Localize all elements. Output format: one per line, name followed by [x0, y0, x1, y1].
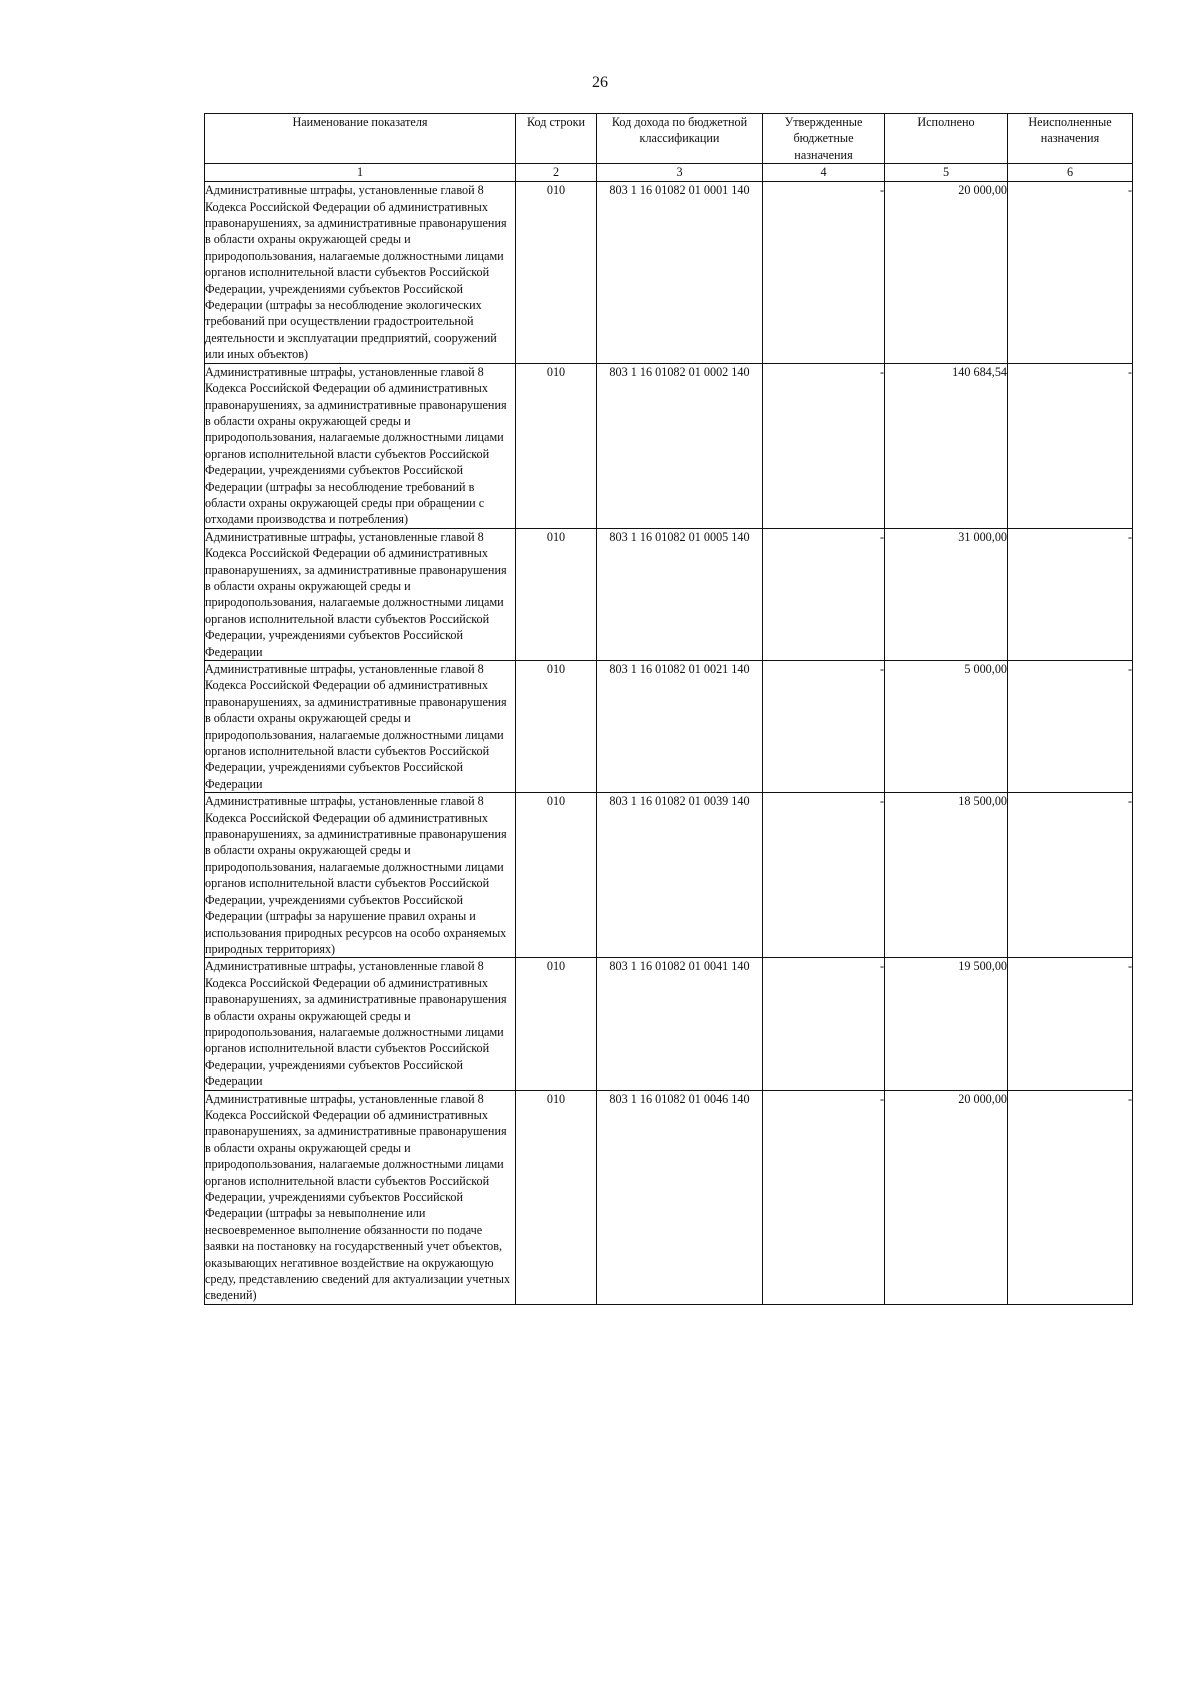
- column-number: 3: [597, 164, 763, 182]
- table-row: [205, 958, 1133, 1090]
- executed-value: 5 000,00: [885, 661, 1008, 793]
- indicator-name: Административные штрафы, установленные главой 8 Кодекса Российской Федерации об административных правонарушениях, за административные правонарушения в области охраны окружающей среды и природопользования, налагаемые должностными лицами органов исполнительной власти субъектов Российской Федерации, учреждениями субъектов Российской Федерации (штрафы за невыполнение или несвоевременное выполнение обязанности по подаче заявки на постановку на государственный учет объектов, оказывающих негативное воздействие на окружающую среду, представлению сведений для актуализации учетных сведений): [205, 1090, 516, 1304]
- income-code: 803 1 16 01082 01 0041 140: [597, 958, 763, 1090]
- unexecuted-value: -: [1008, 958, 1133, 1090]
- row-code: 010: [516, 182, 597, 363]
- income-code: 803 1 16 01082 01 0039 140: [597, 793, 763, 958]
- header-indicator-name: Наименование показателя: [205, 114, 516, 164]
- column-number: 2: [516, 164, 597, 182]
- column-number: 6: [1008, 164, 1133, 182]
- indicator-name: Административные штрафы, установленные главой 8 Кодекса Российской Федерации об административных правонарушениях, за административные правонарушения в области охраны окружающей среды и природопользования, налагаемые должностными лицами органов исполнительной власти субъектов Российской Федерации, учреждениями субъектов Российской Федерации (штрафы за несоблюдение экологических требований при осуществлении градостроительной деятельности и эксплуатации предприятий, сооружений или иных объектов): [205, 182, 516, 363]
- approved-value: -: [763, 1090, 885, 1304]
- header-row-code: Код строки: [516, 114, 597, 164]
- executed-value: 140 684,54: [885, 363, 1008, 528]
- unexecuted-value: -: [1008, 661, 1133, 793]
- header-approved: Утвержденные бюджетные назначения: [763, 114, 885, 164]
- income-code: 803 1 16 01082 01 0046 140: [597, 1090, 763, 1304]
- column-number: 1: [205, 164, 516, 182]
- unexecuted-value: -: [1008, 793, 1133, 958]
- indicator-name: Административные штрафы, установленные главой 8 Кодекса Российской Федерации об административных правонарушениях, за административные правонарушения в области охраны окружающей среды и природопользования, налагаемые должностными лицами органов исполнительной власти субъектов Российской Федерации, учреждениями субъектов Российской Федерации: [205, 661, 516, 793]
- approved-value: -: [763, 363, 885, 528]
- indicator-name: Административные штрафы, установленные главой 8 Кодекса Российской Федерации об административных правонарушениях, за административные правонарушения в области охраны окружающей среды и природопользования, налагаемые должностными лицами органов исполнительной власти субъектов Российской Федерации, учреждениями субъектов Российской Федерации: [205, 528, 516, 660]
- executed-value: 19 500,00: [885, 958, 1008, 1090]
- table-row: [205, 661, 1133, 793]
- indicator-name: Административные штрафы, установленные главой 8 Кодекса Российской Федерации об административных правонарушениях, за административные правонарушения в области охраны окружающей среды и природопользования, налагаемые должностными лицами органов исполнительной власти субъектов Российской Федерации, учреждениями субъектов Российской Федерации (штрафы за несоблюдение требований в области охраны окружающей среды при обращении с отходами производства и потребления): [205, 363, 516, 528]
- approved-value: -: [763, 528, 885, 660]
- approved-value: -: [763, 793, 885, 958]
- indicator-name: Административные штрафы, установленные главой 8 Кодекса Российской Федерации об административных правонарушениях, за административные правонарушения в области охраны окружающей среды и природопользования, налагаемые должностными лицами органов исполнительной власти субъектов Российской Федерации, учреждениями субъектов Российской Федерации (штрафы за нарушение правил охраны и использования природных ресурсов на особо охраняемых природных территориях): [205, 793, 516, 958]
- income-code: 803 1 16 01082 01 0002 140: [597, 363, 763, 528]
- column-number: 4: [763, 164, 885, 182]
- table-row: [205, 793, 1133, 958]
- row-code: 010: [516, 1090, 597, 1304]
- income-code: 803 1 16 01082 01 0005 140: [597, 528, 763, 660]
- row-code: 010: [516, 958, 597, 1090]
- executed-value: 20 000,00: [885, 1090, 1008, 1304]
- table-row: [205, 182, 1133, 363]
- column-number-row: [205, 164, 1133, 182]
- executed-value: 20 000,00: [885, 182, 1008, 363]
- row-code: 010: [516, 528, 597, 660]
- table-row: [205, 528, 1133, 660]
- header-income-code: Код дохода по бюджетной классификации: [597, 114, 763, 164]
- row-code: 010: [516, 363, 597, 528]
- executed-value: 18 500,00: [885, 793, 1008, 958]
- header-unexecuted: Неисполненные назначения: [1008, 114, 1133, 164]
- table-row: [205, 363, 1133, 528]
- row-code: 010: [516, 793, 597, 958]
- unexecuted-value: -: [1008, 1090, 1133, 1304]
- row-code: 010: [516, 661, 597, 793]
- income-code: 803 1 16 01082 01 0001 140: [597, 182, 763, 363]
- income-code: 803 1 16 01082 01 0021 140: [597, 661, 763, 793]
- header-row: [205, 114, 1133, 164]
- page-number: 26: [592, 74, 608, 91]
- column-number: 5: [885, 164, 1008, 182]
- unexecuted-value: -: [1008, 363, 1133, 528]
- indicator-name: Административные штрафы, установленные главой 8 Кодекса Российской Федерации об административных правонарушениях, за административные правонарушения в области охраны окружающей среды и природопользования, налагаемые должностными лицами органов исполнительной власти субъектов Российской Федерации, учреждениями субъектов Российской Федерации: [205, 958, 516, 1090]
- approved-value: -: [763, 958, 885, 1090]
- unexecuted-value: -: [1008, 182, 1133, 363]
- unexecuted-value: -: [1008, 528, 1133, 660]
- executed-value: 31 000,00: [885, 528, 1008, 660]
- header-executed: Исполнено: [885, 114, 1008, 164]
- budget-execution-table: [204, 113, 1133, 1305]
- approved-value: -: [763, 182, 885, 363]
- table-row: [205, 1090, 1133, 1304]
- approved-value: -: [763, 661, 885, 793]
